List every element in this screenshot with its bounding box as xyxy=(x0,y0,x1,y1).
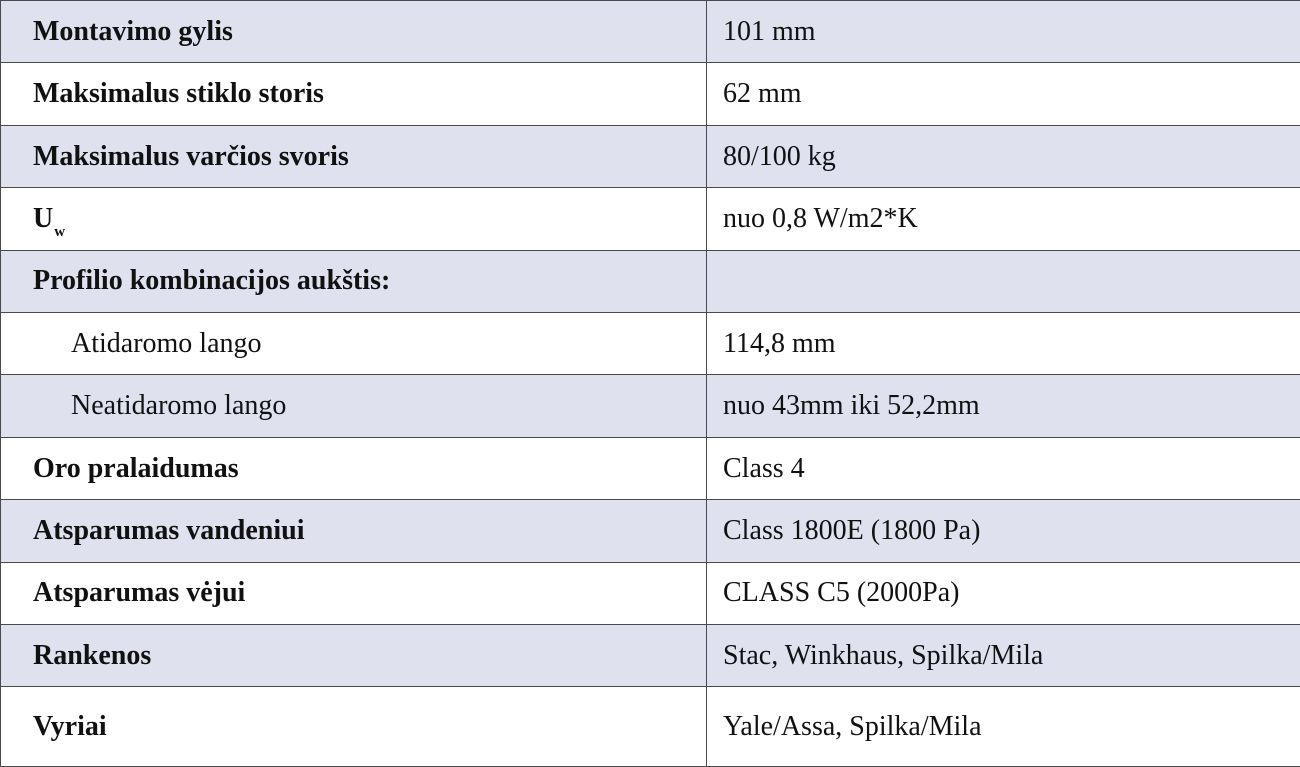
spec-value: nuo 43mm iki 52,2mm xyxy=(707,375,1300,437)
spec-sub-label: Atidaromo lango xyxy=(1,313,707,375)
spec-label: Maksimalus stiklo storis xyxy=(1,63,707,125)
spec-value: 101 mm xyxy=(707,1,1300,63)
spec-label: Rankenos xyxy=(1,625,707,687)
table-row xyxy=(1,625,1300,687)
spec-label: Montavimo gylis xyxy=(1,1,707,63)
table-row xyxy=(1,188,1300,250)
spec-value: Class 1800E (1800 Pa) xyxy=(707,500,1300,562)
spec-value: 114,8 mm xyxy=(707,313,1300,375)
table-row xyxy=(1,437,1300,499)
table-row xyxy=(1,63,1300,125)
spec-label: Atsparumas vėjui xyxy=(1,562,707,624)
spec-value: Stac, Winkhaus, Spilka/Mila xyxy=(707,625,1300,687)
table-row xyxy=(1,375,1300,437)
spec-label: Atsparumas vandeniui xyxy=(1,500,707,562)
spec-value: Yale/Assa, Spilka/Mila xyxy=(707,687,1300,767)
table-row xyxy=(1,1,1300,63)
spec-group-heading: Profilio kombinacijos aukštis: xyxy=(1,250,707,312)
table-row xyxy=(1,313,1300,375)
table-row xyxy=(1,562,1300,624)
spec-label: Vyriai xyxy=(1,687,707,767)
spec-label: Oro pralaidumas xyxy=(1,437,707,499)
spec-value: 62 mm xyxy=(707,63,1300,125)
table-row xyxy=(1,125,1300,187)
spec-value: Class 4 xyxy=(707,437,1300,499)
spec-value-empty xyxy=(707,250,1300,312)
spec-value: CLASS C5 (2000Pa) xyxy=(707,562,1300,624)
table-row xyxy=(1,250,1300,312)
spec-label-uw xyxy=(1,188,707,250)
table-row xyxy=(1,500,1300,562)
spec-value: nuo 0,8 W/m2*K xyxy=(707,188,1300,250)
spec-label-subscript: w xyxy=(54,223,66,240)
spec-value: 80/100 kg xyxy=(707,125,1300,187)
table-row xyxy=(1,687,1300,767)
spec-label-main: U xyxy=(33,202,54,234)
spec-sub-label: Neatidaromo lango xyxy=(1,375,707,437)
spec-label: Maksimalus varčios svoris xyxy=(1,125,707,187)
